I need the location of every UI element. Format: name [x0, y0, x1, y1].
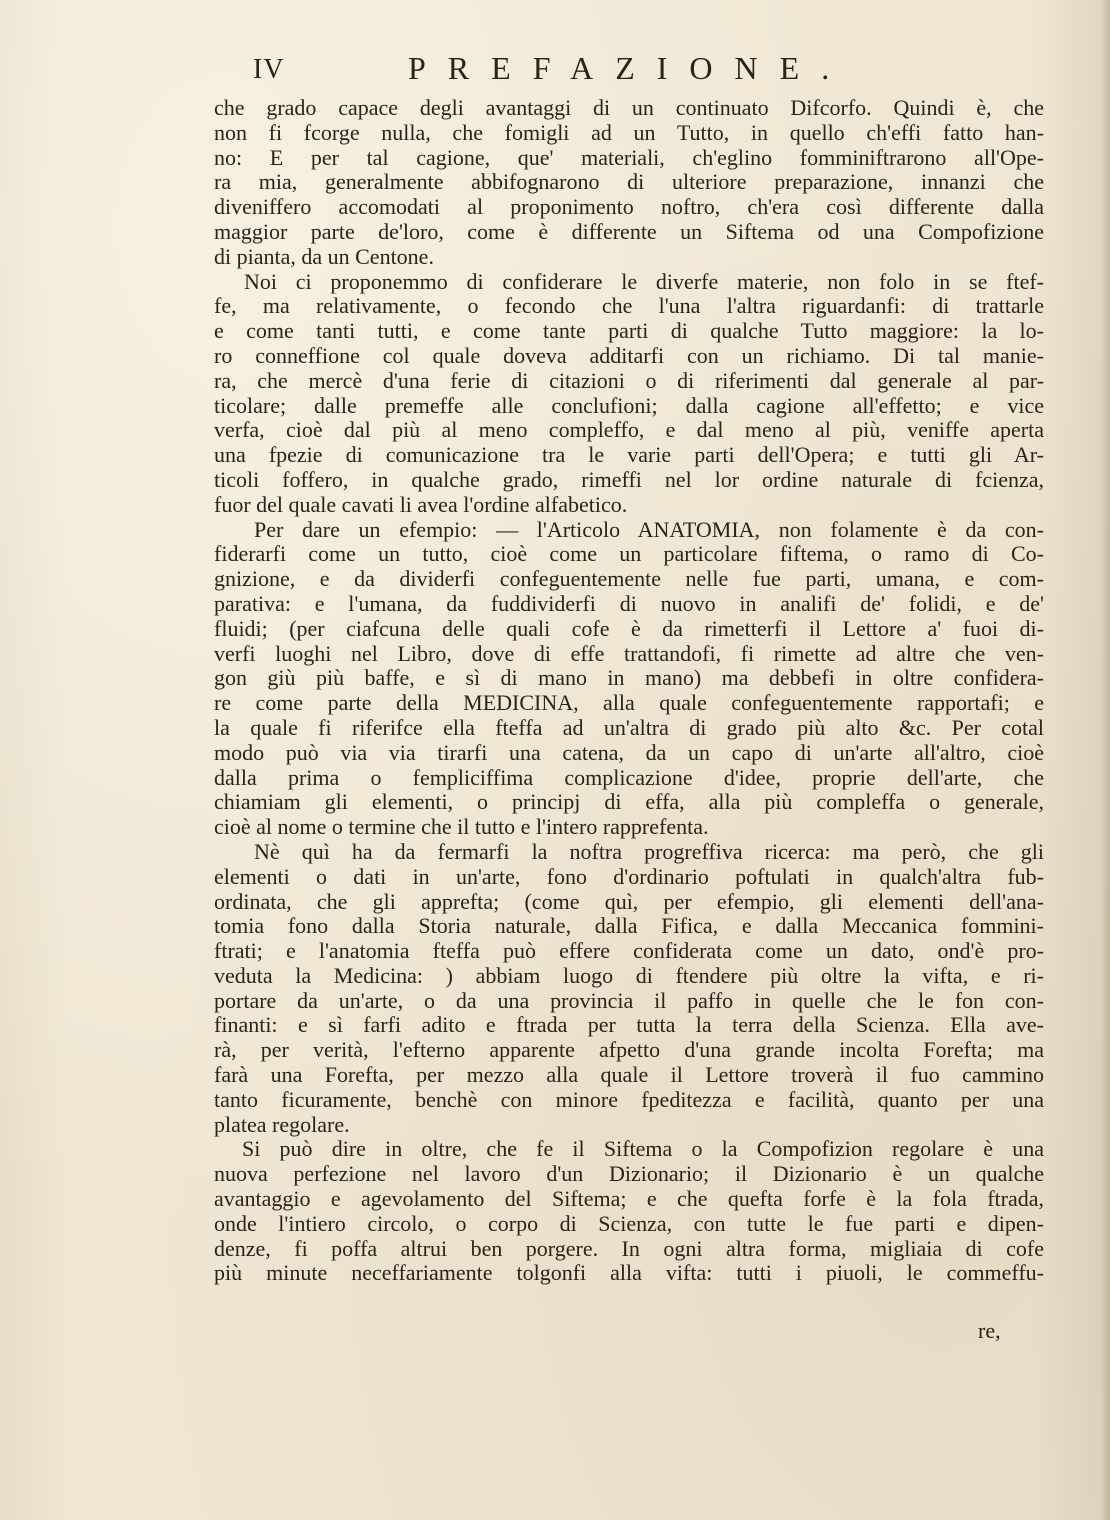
- page-edge-shadow: [1100, 0, 1110, 1520]
- text-line: gon giù più baffe, e sì di mano in mano) ma debbefi in oltre confidera-: [214, 665, 1044, 691]
- text-line: Nè quì ha da fermarfi la noftra progreffiva ricerca: ma però, che gli: [254, 838, 1044, 864]
- text-line: la quale fi riferifce ella fteffa ad un'altra di grado più alto &c. Per cotal: [214, 714, 1044, 740]
- text-line: ra, che mercè d'una ferie di citazioni o di riferimenti dal generale al par-: [214, 367, 1044, 393]
- text-line: finanti: e sì farfi adito e ftrada per tutta la terra della Scienza. Ella ave-: [214, 1012, 1044, 1038]
- text-line: chiamiam gli elementi, o principj di effa, alla più compleffa o generale,: [214, 789, 1044, 815]
- text-line: ticoli foffero, in qualche grado, rimeffi nel lor ordine naturale di fcienza,: [214, 466, 1044, 492]
- text-line: elementi o dati in un'arte, fono d'ordinario poftulati in qualch'altra fub-: [214, 863, 1044, 889]
- text-line: ftrati; e l'anatomia fteffa può effere confiderata come un dato, ond'è pro-: [214, 938, 1044, 964]
- text-line: verfi luoghi nel Libro, dove di effe trattandofi, fi rimette ad altre che ven-: [214, 640, 1044, 666]
- text-line: onde l'intiero circolo, o corpo di Scienza, con tutte le fue parti e dipen-: [214, 1210, 1044, 1236]
- text-line: cioè al nome o termine che il tutto e l'intero rapprefenta.: [214, 814, 709, 840]
- text-line: tanto ficuramente, benchè con minore fpeditezza e facilità, quanto per una: [214, 1086, 1044, 1112]
- text-line: maggior parte de'loro, come è differente un Siftema od una Compofizione: [214, 218, 1044, 244]
- text-line: che grado capace degli avantaggi di un continuato Difcorfo. Quindi è, che: [214, 95, 1044, 120]
- preface-text-block: [214, 96, 1044, 1286]
- text-line: parativa: e l'umana, da fuddividerfi di nuovo in analifi de' folidi, e de': [214, 590, 1044, 616]
- text-line: modo può via via tirarfi una catena, da un capo di un'arte all'altro, cioè: [214, 739, 1044, 765]
- text-line: veduta la Medicina: ) abbiam luogo di ftendere più oltre la vifta, e ri-: [214, 962, 1044, 988]
- text-line: re come parte della MEDICINA, alla quale confeguentemente rapportafi; e: [214, 690, 1044, 716]
- text-line: gnizione, e da dividerfi confeguentemente nelle fue parti, umana, e com-: [214, 566, 1044, 592]
- text-line: verfa, cioè dal più al meno compleffo, e dal meno al più, veniffe aperta: [214, 417, 1044, 443]
- text-line: non fi fcorge nulla, che fomigli ad un Tutto, in quello ch'effi fatto han-: [214, 119, 1044, 145]
- text-line: ordinata, che gli apprefta; (come quì, per efempio, gli elementi dell'ana-: [214, 888, 1044, 914]
- text-line: fluidi; (per ciafcuna delle quali cofe è da rimetterfi il Lettore a' fuoi di-: [214, 615, 1044, 641]
- text-line: rà, per verità, l'efterno apparente afpetto d'una grande incolta Forefta; ma: [214, 1037, 1044, 1063]
- text-line: fe, ma relativamente, o fecondo che l'una l'altra riguardanfi: di trattarle: [214, 293, 1044, 319]
- text-line: Per dare un efempio: — l'Articolo ANATOMIA, non folamente è da con-: [254, 516, 1044, 542]
- text-line: fiderarfi come un tutto, cioè come un particolare fiftema, o ramo di Co-: [214, 541, 1044, 567]
- text-line: Si può dire in oltre, che fe il Siftema o la Compofizion regolare è una: [242, 1136, 1044, 1162]
- text-line: tomia fono dalla Storia naturale, dalla Fifica, e dalla Meccanica fommini-: [214, 913, 1044, 939]
- text-line: ro conneffione col quale doveva additarfi con un richiamo. Di tal manie-: [214, 342, 1044, 368]
- text-line: portare da un'arte, o da una provincia il paffo in quelle che le fon con-: [214, 987, 1044, 1013]
- text-line: di pianta, da un Centone.: [214, 243, 434, 269]
- text-line: una fpezie di comunicazione tra le varie parti dell'Opera; e tutti gli Ar-: [214, 442, 1044, 468]
- running-title: PREFAZIONE.: [408, 50, 852, 86]
- page-header: [253, 50, 1053, 90]
- text-line: no: E per tal cagione, que' materiali, ch'eglino fomminiftrarono all'Ope-: [214, 144, 1044, 170]
- text-line: e come tanti tutti, e come tante parti di qualche Tutto maggiore: la lo-: [214, 318, 1044, 344]
- text-line: Noi ci proponemmo di confiderare le diverfe materie, non folo in se ftef-: [244, 268, 1044, 294]
- text-line: dalla prima o fempliciffima complicazione d'idee, proprie dell'arte, che: [214, 764, 1044, 790]
- text-line: denze, fi poffa altrui ben porgere. In ogni altra forma, migliaia di cofe: [214, 1235, 1044, 1261]
- text-line: fuor del quale cavati li avea l'ordine alfabetico.: [214, 491, 628, 517]
- text-line: nuova perfezione nel lavoro d'un Dizionario; il Dizionario è un qualche: [214, 1161, 1044, 1187]
- text-line: diveniffero accomodati al proponimento noftro, ch'era così differente dalla: [214, 194, 1044, 220]
- text-line: più minute neceffariamente tolgonfi alla vifta: tutti i piuoli, le commeffu-: [214, 1260, 1044, 1286]
- text-line: ticolare; dalle premeffe alle conclufioni; dalla cagione all'effetto; e vice: [214, 392, 1044, 418]
- text-line: farà una Forefta, per mezzo alla quale il Lettore troverà il fuo cammino: [214, 1062, 1044, 1088]
- text-line: platea regolare.: [214, 1111, 350, 1137]
- page-number: IV: [253, 54, 285, 85]
- text-line: ra mia, generalmente abbifognarono di ulteriore preparazione, innanzi che: [214, 169, 1044, 195]
- catchword: re,: [978, 1318, 1001, 1343]
- text-line: avantaggio e agevolamento del Siftema; e che quefta forfe è la fola ftrada,: [214, 1186, 1044, 1212]
